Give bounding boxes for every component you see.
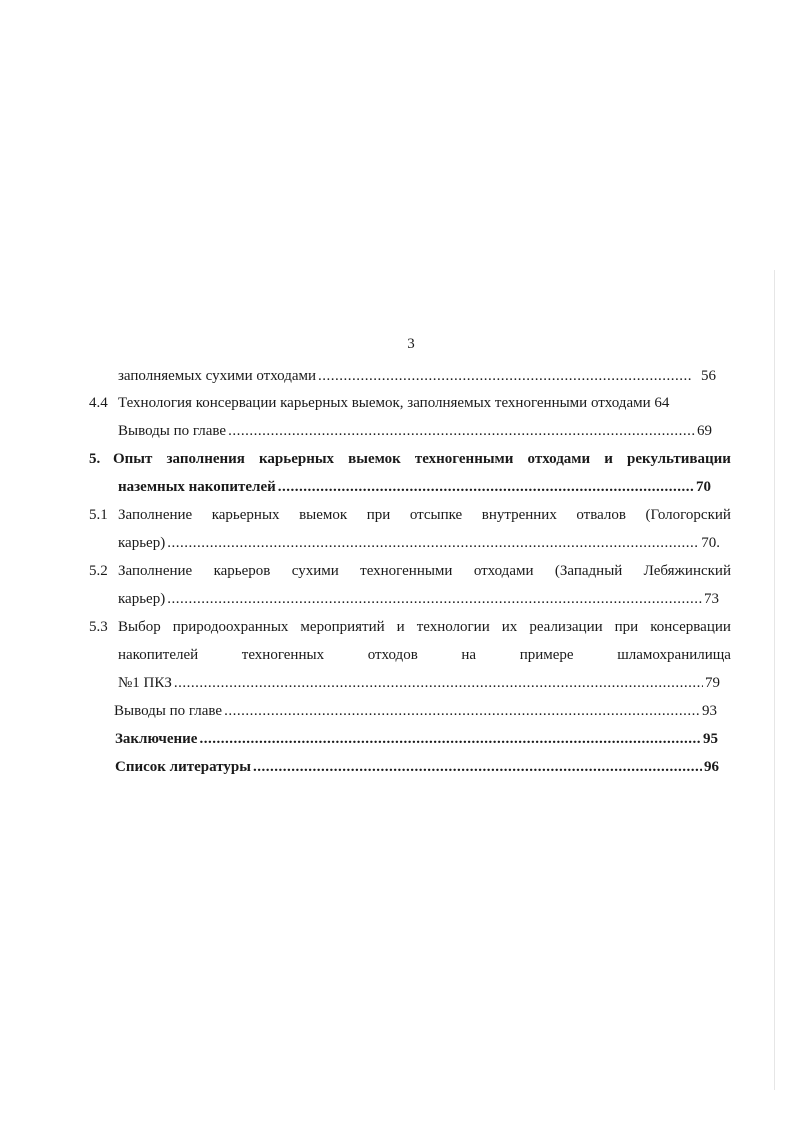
- toc-section-number: 5.1: [89, 507, 108, 523]
- title-word: отходами: [473, 563, 534, 579]
- title-word: техногенными: [360, 563, 453, 579]
- toc-section-number: 5.2: [89, 563, 108, 579]
- title-word: заполнения: [166, 451, 245, 467]
- toc-entry-title: Выводы по главе: [114, 703, 223, 719]
- leader-dots: [199, 729, 701, 749]
- title-word: рекультивации: [627, 451, 731, 467]
- toc-chapter-5-title-continued: [118, 477, 711, 497]
- toc-entry-5-1: [118, 505, 731, 525]
- leader-dots: [224, 701, 700, 721]
- toc-entry-title: карьер): [118, 591, 166, 607]
- title-word: отходов: [367, 647, 418, 663]
- title-word: при: [614, 619, 639, 635]
- toc-entry-4-3-continued: [118, 366, 716, 386]
- title-word: мероприятий: [300, 619, 385, 635]
- title-word: карьерных: [259, 451, 335, 467]
- toc-entry-title: Заключение: [115, 731, 198, 747]
- toc-entry-title: карьер): [118, 535, 166, 551]
- toc-entry-4-4: [118, 393, 716, 413]
- title-word: на: [461, 647, 477, 663]
- title-word: консервации: [650, 619, 731, 635]
- toc-entry-5-3: [118, 617, 731, 637]
- title-word: карьеров: [213, 563, 271, 579]
- title-word: отходами: [527, 451, 591, 467]
- toc-entry-bibliography: [115, 757, 719, 777]
- toc-entry-title: Технология консервации карьерных выемок, заполняемых техногенными отходами 64: [118, 395, 670, 411]
- title-word: Заполнение: [118, 507, 193, 523]
- title-word: накопителей: [118, 647, 199, 663]
- toc-page-number: 79: [705, 675, 720, 691]
- title-word: техногенными: [414, 451, 514, 467]
- title-word: выемок: [348, 451, 401, 467]
- title-word: карьерных: [211, 507, 280, 523]
- toc-chapter-5-title: [113, 449, 731, 469]
- toc-entry-title: заполняемых сухими отходами: [118, 368, 317, 384]
- toc-page-number: 70.: [701, 535, 720, 551]
- title-word: (Гологорский: [645, 507, 731, 523]
- toc-section-number: 4.4: [89, 395, 108, 411]
- title-word: Опыт: [113, 451, 153, 467]
- toc-page-number: 96: [704, 759, 719, 775]
- title-word: Лебяжинский: [643, 563, 731, 579]
- leader-dots: [167, 589, 702, 609]
- toc-page-number: 69: [697, 423, 712, 439]
- title-word: примере: [519, 647, 574, 663]
- leader-dots: [167, 533, 699, 553]
- leader-dots: [174, 673, 703, 693]
- toc-page-number: 95: [703, 731, 718, 747]
- toc-entry-5-2: [118, 561, 731, 581]
- leader-dots: [278, 477, 694, 497]
- title-word: природоохранных: [172, 619, 289, 635]
- page-number: 3: [407, 336, 415, 352]
- toc-entry-chapter-4-conclusions: [118, 421, 712, 441]
- title-word: Заполнение: [118, 563, 193, 579]
- title-word: выемок: [299, 507, 348, 523]
- title-word: шламохранилища: [617, 647, 731, 663]
- title-word: технологии: [416, 619, 490, 635]
- title-word: сухими: [291, 563, 339, 579]
- title-word: Выбор: [118, 619, 161, 635]
- toc-entry-title: наземных накопителей: [118, 479, 276, 495]
- toc-page-number: 70: [696, 479, 711, 495]
- title-word: (Западный: [554, 563, 623, 579]
- leader-dots: [318, 366, 693, 386]
- title-word: техногенных: [241, 647, 325, 663]
- toc-entry-title: №1 ПКЗ: [118, 675, 172, 691]
- toc-page-number: 56: [701, 368, 716, 384]
- toc-chapter-number: 5.: [89, 451, 101, 467]
- title-word: их: [501, 619, 518, 635]
- title-word: при: [366, 507, 391, 523]
- toc-entry-5-3-continued: [118, 645, 731, 665]
- title-word: отсыпке: [409, 507, 463, 523]
- toc-entry-5-1-continued: [118, 533, 720, 553]
- title-word: и: [604, 451, 613, 467]
- leader-dots: [253, 757, 702, 777]
- leader-dots: [228, 421, 695, 441]
- toc-page-number: 93: [702, 703, 717, 719]
- toc-entry-conclusion: [115, 729, 718, 749]
- title-word: отвалов: [576, 507, 626, 523]
- toc-section-number: 5.3: [89, 619, 108, 635]
- title-word: и: [396, 619, 405, 635]
- scan-edge-shadow: [774, 270, 775, 1090]
- toc-page-number: 73: [704, 591, 719, 607]
- toc-entry-title: Список литературы: [115, 759, 251, 775]
- title-word: реализации: [529, 619, 603, 635]
- toc-entry-title: Выводы по главе: [118, 423, 227, 439]
- title-word: внутренних: [481, 507, 557, 523]
- toc-entry-5-2-continued: [118, 589, 719, 609]
- toc-entry-chapter-5-conclusions: [114, 701, 717, 721]
- toc-entry-5-3-end: [118, 673, 720, 693]
